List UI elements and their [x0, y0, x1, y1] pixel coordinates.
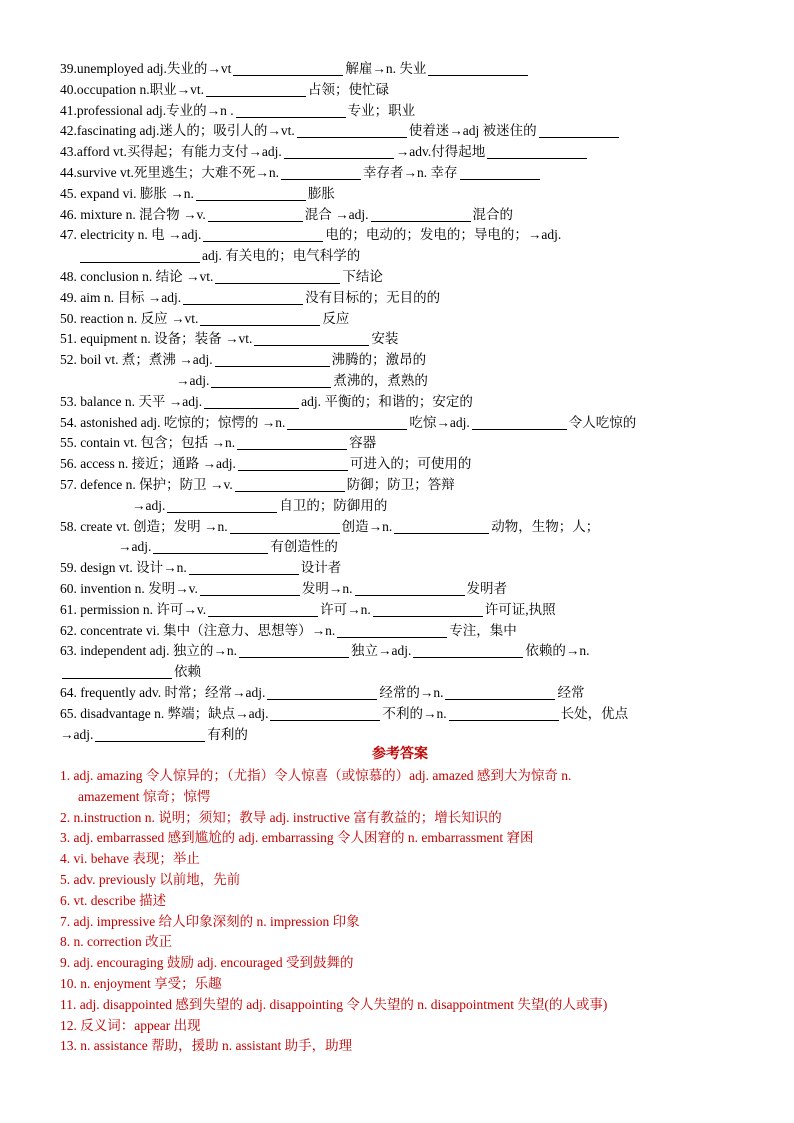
exercise-text: 幸存者→n. 幸存 — [363, 164, 458, 180]
exercise-line — [60, 80, 740, 101]
exercise-text: 43.afford vt.买得起；有能力支付→adj. — [60, 144, 282, 160]
answer-line: 7. adj. impressive 给人印象深刻的 n. impression 印象 — [60, 913, 360, 929]
exercise-text: 经常的→n. — [379, 684, 444, 700]
answer-blank[interactable] — [297, 123, 407, 138]
exercise-line — [60, 600, 740, 621]
answer-key — [60, 766, 740, 1057]
answer-blank[interactable] — [200, 581, 300, 596]
exercise-text: 长处，优点 — [560, 705, 629, 721]
answer-blank[interactable] — [95, 727, 205, 742]
exercise-text: 许可证,执照 — [484, 601, 556, 617]
exercise-text: 62. concentrate vi. 集中（注意力、思想等）→n. — [60, 622, 336, 638]
exercise-line — [60, 558, 740, 579]
answer-blank[interactable] — [239, 643, 349, 658]
answer-blank[interactable] — [281, 165, 361, 180]
answer-blank[interactable] — [230, 519, 340, 534]
exercise-text: 使着迷→adj 被迷住的 — [408, 123, 537, 139]
exercise-text: 56. access n. 接近；通路 →adj. — [60, 456, 236, 472]
exercise-line — [60, 121, 740, 142]
answers-title: 参考答案 — [372, 747, 428, 763]
answer-blank[interactable] — [413, 643, 523, 658]
exercise-text: →adj. — [118, 539, 152, 555]
exercise-line — [60, 205, 740, 226]
exercise-text: adj. 有关电的；电气科学的 — [202, 248, 361, 264]
exercise-line — [60, 475, 740, 496]
answer-blank[interactable] — [449, 706, 559, 721]
exercise-text: 53. balance n. 天平 →adj. — [60, 393, 203, 409]
exercise-line — [60, 413, 740, 434]
answer-line: 3. adj. embarrassed 感到尴尬的 adj. embarrassing 令人困窘的 n. embarrassment 窘困 — [60, 830, 534, 846]
answer-line: 9. adj. encouraging 鼓励 adj. encouraged 受到鼓舞的 — [60, 955, 354, 971]
answer-blank[interactable] — [287, 415, 407, 430]
answer-blank[interactable] — [270, 706, 380, 721]
answer-line: 5. adv. previously 以前地，先前 — [60, 872, 241, 888]
exercise-line — [60, 454, 740, 475]
exercise-line — [60, 662, 740, 683]
exercise-line — [60, 288, 740, 309]
answer-line: 10. n. enjoyment 享受；乐趣 — [60, 976, 222, 992]
exercise-text: →adj. — [132, 497, 166, 513]
exercise-text: 许可→n. — [320, 601, 371, 617]
exercise-text: 反应 — [322, 310, 350, 326]
exercise-text: →adj. — [60, 726, 94, 742]
exercise-line — [60, 329, 740, 350]
answer-blank[interactable] — [233, 61, 343, 76]
exercise-text: 48. conclusion n. 结论 →vt. — [60, 268, 214, 284]
exercise-text: 47. electricity n. 电 →adj. — [60, 227, 202, 243]
answer-line: 1. adj. amazing 令人惊异的；（尤指）令人惊喜（或惊慕的）adj. amazed 感到大为惊奇 n. — [60, 768, 572, 784]
answer-line: 13. n. assistance 帮助，援助 n. assistant 助手，助理 — [60, 1038, 353, 1054]
exercise-text: 电的；电动的；发电的；导电的；→adj. — [325, 227, 562, 243]
exercise-line — [60, 142, 740, 163]
answer-blank[interactable] — [203, 227, 323, 242]
exercise-text: 54. astonished adj. 吃惊的；惊愕的 →n. — [60, 414, 286, 430]
exercise-text: adj. 平衡的；和谐的；安定的 — [301, 393, 473, 409]
vocabulary-exercises — [60, 59, 740, 745]
answer-line: 8. n. correction 改正 — [60, 934, 173, 950]
answer-blank[interactable] — [189, 560, 299, 575]
exercise-text: 下结论 — [342, 268, 383, 284]
answer-blank[interactable] — [428, 61, 528, 76]
answer-blank[interactable] — [355, 581, 465, 596]
exercise-text: 解雇→n. 失业 — [345, 61, 427, 76]
exercise-line — [60, 496, 740, 517]
exercise-text: 膨胀 — [307, 185, 335, 201]
exercise-text: 55. contain vt. 包含；包括 →n. — [60, 435, 236, 451]
answer-blank[interactable] — [254, 331, 369, 346]
answer-blank[interactable] — [238, 456, 348, 471]
answer-line: 4. vi. behave 表现；举止 — [60, 851, 200, 867]
exercise-text: 动物，生物；人； — [491, 518, 600, 534]
exercise-text: 令人吃惊的 — [568, 414, 637, 430]
exercise-text: 49. aim n. 目标 →adj. — [60, 289, 182, 305]
answer-blank[interactable] — [460, 165, 540, 180]
exercise-text: 发明者 — [466, 580, 507, 596]
exercise-text: 46. mixture n. 混合物 →v. — [60, 206, 206, 222]
answer-blank[interactable] — [235, 477, 345, 492]
exercise-line — [60, 433, 740, 454]
exercise-text: 50. reaction n. 反应 →vt. — [60, 310, 199, 326]
exercise-text: 58. create vt. 创造；发明 →n. — [60, 518, 228, 534]
exercise-line — [60, 683, 740, 704]
exercise-text: 专注，集中 — [449, 622, 517, 638]
exercise-line — [60, 59, 740, 80]
exercise-line — [60, 641, 740, 662]
exercise-text: 59. design vt. 设计→n. — [60, 560, 187, 576]
exercise-text: 44.survive vt.死里逃生；大难不死→n. — [60, 164, 279, 180]
exercise-text: 41.professional adj.专业的→n . — [60, 102, 234, 118]
exercise-line — [60, 621, 740, 642]
exercise-text: 防御；防卫；答辩 — [346, 476, 455, 492]
exercise-text: 可进入的；可使用的 — [349, 456, 472, 472]
exercise-text: 经常 — [557, 684, 585, 700]
answer-blank[interactable] — [472, 415, 567, 430]
exercise-line — [60, 309, 740, 330]
exercise-text: 独立→adj. — [350, 643, 412, 659]
exercise-text: 混合 →adj. — [304, 206, 369, 222]
exercise-text: →adv.付得起地 — [395, 144, 486, 160]
exercise-text: 61. permission n. 许可→v. — [60, 601, 207, 617]
exercise-text: 发明→n. — [301, 580, 353, 596]
worksheet-page — [60, 59, 740, 1057]
answer-blank[interactable] — [208, 207, 303, 222]
exercise-text: 吃惊→adj. — [409, 414, 470, 430]
exercise-text: 有利的 — [207, 726, 248, 742]
exercise-text: 依赖的→n. — [525, 643, 590, 659]
exercise-line — [60, 704, 740, 725]
exercise-line — [60, 350, 740, 371]
exercise-text: 51. equipment n. 设备；装备 →vt. — [60, 331, 253, 347]
exercise-text: 依赖 — [174, 664, 201, 680]
answer-line: 11. adj. disappointed 感到失望的 adj. disappointing 令人失望的 n. disappointment 失望(的人或事) — [60, 996, 608, 1012]
answer-blank[interactable] — [196, 186, 306, 201]
exercise-line — [60, 725, 740, 746]
exercise-text: 沸腾的；激昂的 — [331, 352, 427, 368]
answer-blank[interactable] — [539, 123, 619, 138]
answer-blank[interactable] — [445, 685, 555, 700]
exercise-line — [60, 184, 740, 205]
answer-blank[interactable] — [373, 602, 483, 617]
answer-blank[interactable] — [153, 539, 268, 554]
answer-blank[interactable] — [284, 144, 394, 159]
answer-line: 12. 反义词：appear 出现 — [60, 1017, 201, 1033]
exercise-line — [60, 225, 740, 246]
exercise-text: 60. invention n. 发明→v. — [60, 580, 198, 596]
answer-blank[interactable] — [236, 103, 346, 118]
exercise-text: 39.unemployed adj.失业的→vt — [60, 61, 232, 76]
exercise-line — [60, 392, 740, 413]
exercise-text: 65. disadvantage n. 弊端；缺点→adj. — [60, 705, 269, 721]
answer-blank[interactable] — [267, 685, 377, 700]
exercise-text: 混合的 — [472, 206, 513, 222]
exercise-line — [60, 246, 740, 267]
exercise-text: 安装 — [371, 331, 399, 347]
exercise-text: 占领；使忙碌 — [307, 81, 389, 97]
answer-blank[interactable] — [200, 311, 320, 326]
answer-blank[interactable] — [80, 248, 200, 263]
answer-blank[interactable] — [183, 290, 303, 305]
answer-line: amazement 惊奇；惊愕 — [78, 788, 211, 804]
answer-blank[interactable] — [206, 82, 306, 97]
exercise-text: 没有目标的；无目的的 — [305, 289, 441, 305]
answer-blank[interactable] — [237, 435, 347, 450]
exercise-text: 有创造性的 — [270, 539, 338, 555]
exercise-text: 64. frequently adv. 时常；经常→adj. — [60, 684, 266, 700]
exercise-text: 创造→n. — [341, 518, 393, 534]
exercise-line — [60, 517, 740, 538]
exercise-line — [60, 267, 740, 288]
exercise-text: →adj. — [176, 372, 210, 388]
answer-blank[interactable] — [215, 352, 330, 367]
exercise-text: 45. expand vi. 膨胀 →n. — [60, 185, 194, 201]
exercise-text: 专业；职业 — [347, 102, 416, 118]
exercise-text: 57. defence n. 保护；防卫 →v. — [60, 476, 233, 492]
answer-blank[interactable] — [487, 144, 587, 159]
exercise-text: 42.fascinating adj.迷人的；吸引人的→vt. — [60, 123, 295, 139]
exercise-text: 52. boil vt. 煮；煮沸 →adj. — [60, 352, 213, 368]
answer-blank[interactable] — [215, 269, 340, 284]
answer-blank[interactable] — [211, 373, 331, 388]
exercise-line — [60, 163, 740, 184]
answer-line: 6. vt. describe 描述 — [60, 892, 167, 908]
answer-blank[interactable] — [167, 498, 277, 513]
exercise-text: 40.occupation n.职业→vt. — [60, 81, 204, 97]
exercise-text: 煮沸的，煮熟的 — [333, 372, 428, 388]
exercise-line — [60, 579, 740, 600]
exercise-text: 自卫的；防御用的 — [279, 497, 388, 513]
answer-blank[interactable] — [204, 394, 299, 409]
answer-blank[interactable] — [394, 519, 489, 534]
exercise-text: 设计者 — [300, 560, 342, 576]
exercise-text: 63. independent adj. 独立的→n. — [60, 643, 237, 659]
answer-blank[interactable] — [337, 623, 447, 638]
answer-blank[interactable] — [62, 664, 172, 679]
exercise-line — [60, 371, 740, 392]
answer-blank[interactable] — [208, 602, 318, 617]
answer-line: 2. n.instruction n. 说明；须知；教导 adj. instructive 富有教益的；增长知识的 — [60, 809, 502, 825]
exercise-line — [60, 537, 740, 558]
exercise-text: 容器 — [349, 435, 377, 451]
answer-blank[interactable] — [371, 207, 471, 222]
exercise-text: 不利的→n. — [382, 705, 447, 721]
exercise-line — [60, 101, 740, 122]
